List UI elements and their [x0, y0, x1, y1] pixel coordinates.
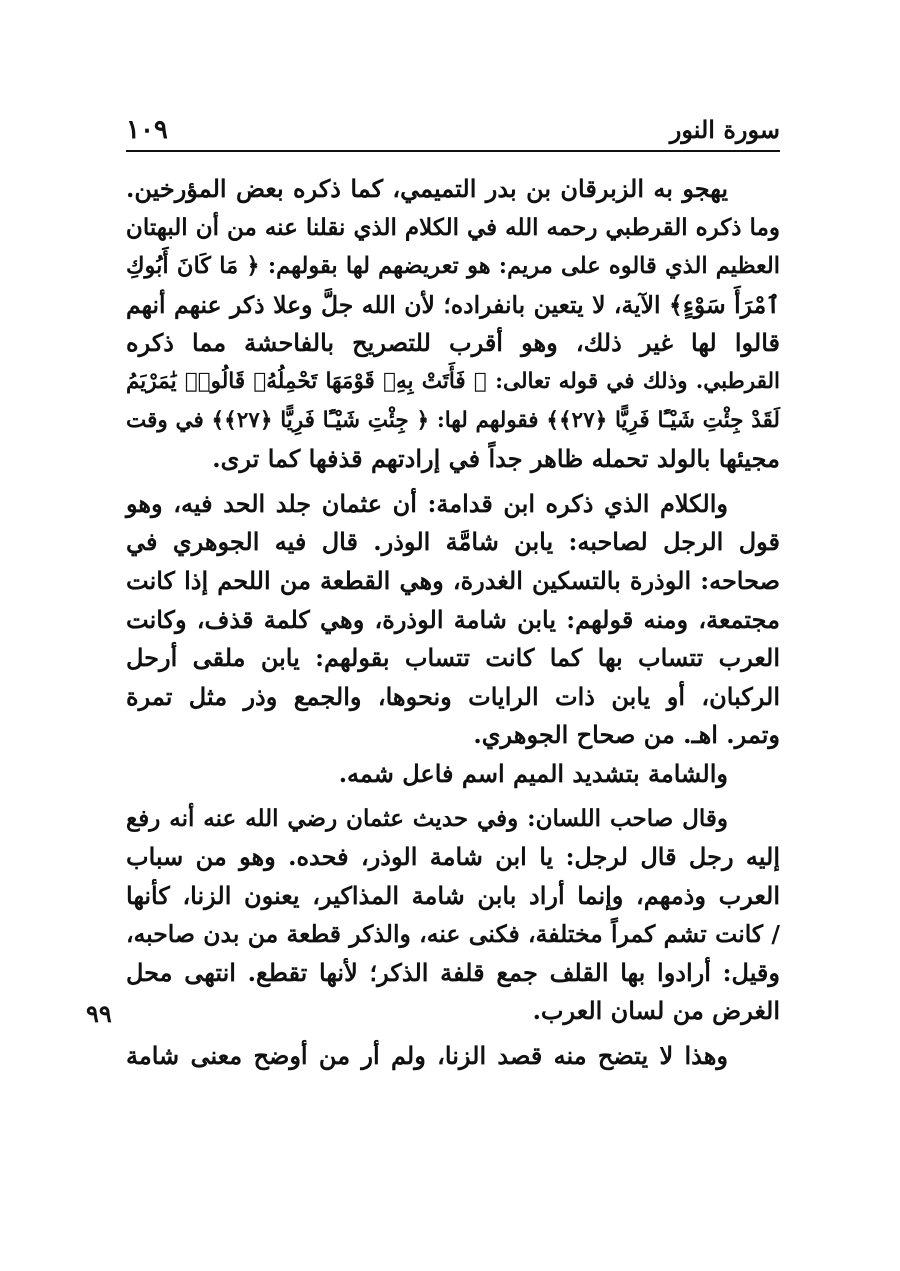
- text-line: إليه رجل قال لرجل: يا ابن شامة الوذر، فحده. وهو من سباب: [126, 842, 780, 872]
- surah-title: سورة النور: [669, 115, 780, 144]
- text-line: قول الرجل لصاحبه: يابن شامَّة الوذر. قال فيه الجوهري في: [126, 527, 780, 557]
- text-line: / كانت تشم كمراً مختلفة، فكنى عنه، والذكر قطعة من بدن صاحبه،: [126, 920, 780, 949]
- text-line: يهجو به الزبرقان بن بدر التميمي، كما ذكره بعض المؤرخين.: [126, 174, 728, 203]
- text-line: والشامة بتشديد الميم اسم فاعل شمه.: [338, 758, 728, 788]
- text-line: قالوا لها غير ذلك، وهو أقرب للتصريح بالفاحشة مما ذكره: [126, 328, 780, 358]
- text-line: الغرض من لسان العرب.: [532, 996, 780, 1026]
- text-line: وهذا لا يتضح منه قصد الزنا، ولم أر من أوضح معنى شامة: [126, 1041, 728, 1071]
- header-divider: [126, 150, 780, 152]
- text-line: العرب تتساب بها كما كانت تتساب بقولهم: يابن ملقى أرحل: [126, 643, 780, 673]
- text-line: وقال صاحب اللسان: وفي حديث عثمان رضي الله عنه أنه رفع: [126, 804, 728, 832]
- text-line: وتمر. اهـ. من صحاح الجوهري.: [473, 720, 780, 750]
- text-line: العرب وذمهم، وإنما أراد بابن شامة المذاكير، يعنون الزنا، كأنها: [126, 880, 780, 910]
- text-line: ٱمْرَأَ سَوْءٍ﴾ الآية، لا يتعين بانفراده؛ لأن الله جلَّ وعلا ذكر عنهم أنهم: [126, 290, 780, 319]
- text-line: مجتمعة، ومنه قولهم: يابن شامة الوذرة، وهي كلمة قذف، وكانت: [126, 604, 780, 634]
- page-number: ١٠٩: [126, 115, 168, 145]
- text-line: لَقَدْ جِئْتِ شَيْـًٔا فَرِيًّا ﴿٢٧﴾﴾ فقولهم لها: ﴿ جِئْتِ شَيْـًٔا فَرِيًّا ﴿٢٧﴾﴾ في وقت: [126, 407, 780, 433]
- page-body: [126, 170, 780, 1076]
- text-line: الركبان، أو يابن ذات الرايات ونحوها، والجمع وذر مثل تمرة: [126, 681, 780, 711]
- text-line: العظيم الذي قالوه على مريم: هو تعريضهم لها بقولهم: ﴿ مَا كَانَ أَبُوكِ: [126, 253, 780, 280]
- text-line: القرطبي. وذلك في قوله تعالى: ﴿ فَأَتَتْ بِهِۦ قَوْمَهَا تَحْمِلُهُۥ قَالُوا۟ يَٰمَرْيَمُ: [126, 368, 780, 394]
- margin-page-reference: ٩٩: [86, 999, 112, 1028]
- text-line: مجيئها بالولد تحمله ظاهر جداً في إرادتهم قذفها كما ترى.: [212, 444, 780, 474]
- page-header: [126, 112, 780, 150]
- text-line: وقيل: أرادوا بها القلف جمع قلفة الذكر؛ لأنها تقطع. انتهى محل: [126, 957, 780, 987]
- text-line: صحاحه: الوذرة بالتسكين الغدرة، وهي القطعة من اللحم إذا كانت: [126, 565, 780, 595]
- text-line: وما ذكره القرطبي رحمه الله في الكلام الذي نقلنا عنه من أن البهتان: [125, 213, 780, 241]
- text-line: والكلام الذي ذكره ابن قدامة: أن عثمان جلد الحد فيه، وهو: [126, 488, 728, 518]
